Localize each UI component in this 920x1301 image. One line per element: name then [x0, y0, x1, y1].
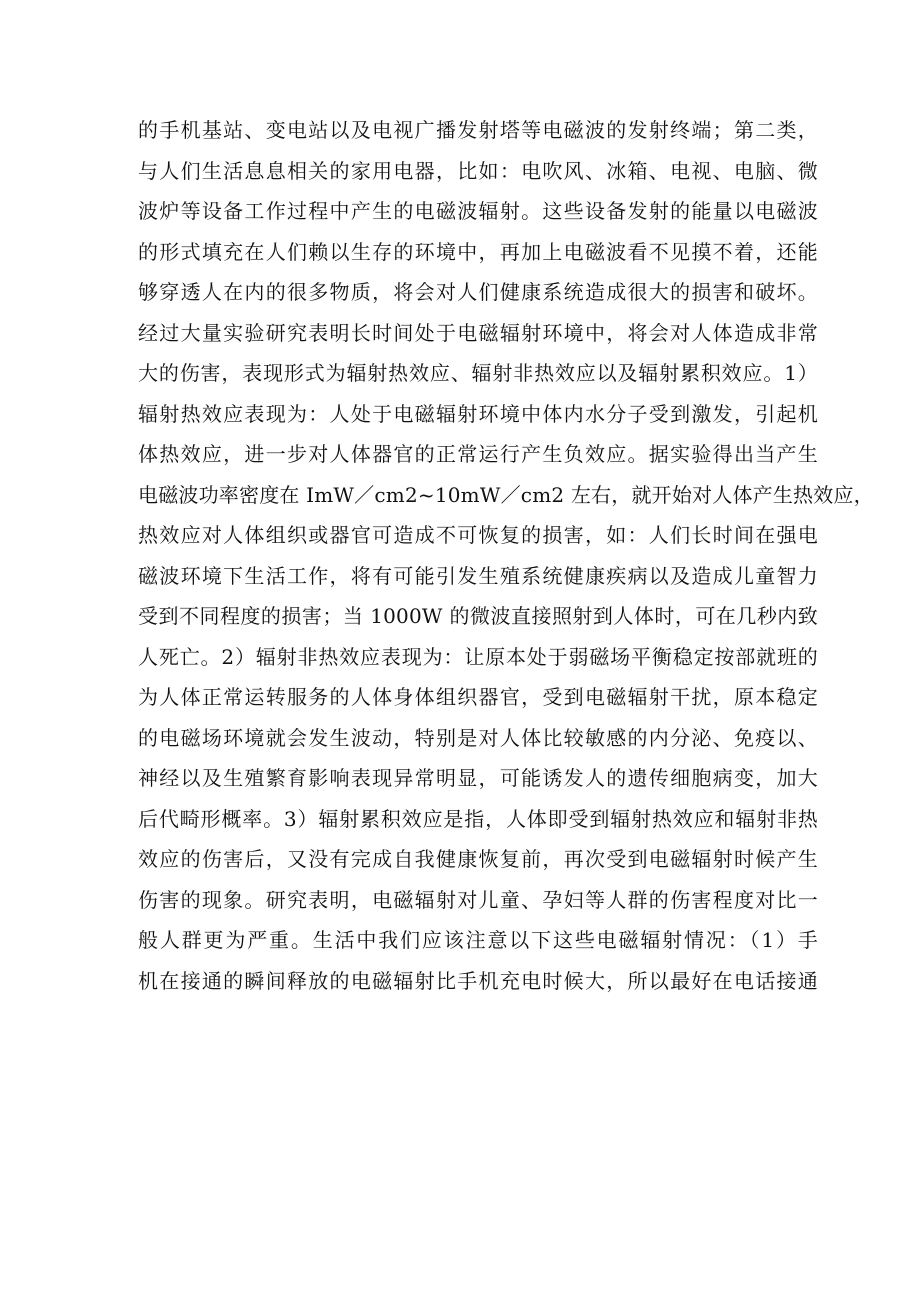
text-line-22: 机在接通的瞬间释放的电磁辐射比手机充电时候大，所以最好在电话接通 [138, 968, 818, 993]
text-line-5: 够穿透人在内的很多物质，将会对人们健康系统造成很大的损害和破坏。 [138, 280, 818, 304]
text-line-3: 波炉等设备工作过程中产生的电磁波辐射。这些设备发射的能量以电磁波 [138, 199, 818, 223]
text-line-15: 为人体正常运转服务的人体身体组织器官，受到电磁辐射干扰，原本稳定 [138, 685, 818, 709]
body-paragraph [138, 110, 874, 1001]
text-line-10: 电磁波功率密度在 ImW／cm2~10mW／cm2 左右，就开始对人体产生热效应， [138, 482, 874, 507]
text-line-20: 伤害的现象。研究表明，电磁辐射对儿童、孕妇等人群的伤害程度对比一 [138, 887, 818, 912]
text-line-4: 的形式填充在人们赖以生存的环境中，再加上电磁波看不见摸不着，还能 [138, 239, 818, 264]
text-line-2: 与人们生活息息相关的家用电器，比如：电吹风、冰箱、电视、电脑、微 [138, 158, 818, 183]
text-line-17: 神经以及生殖繁育影响表现异常明显，可能诱发人的遗传细胞病变，加大 [138, 766, 818, 790]
text-line-8: 辐射热效应表现为：人处于电磁辐射环境中体内水分子受到激发，引起机 [138, 401, 818, 426]
text-line-13: 受到不同程度的损害；当 1000W 的微波直接照射到人体时，可在几秒内致 [138, 604, 818, 628]
text-line-9: 体热效应，进一步对人体器官的正常运行产生负效应。据实验得出当产生 [138, 442, 818, 466]
text-line-14: 人死亡。2）辐射非热效应表现为：让原本处于弱磁场平衡稳定按部就班的 [138, 644, 818, 669]
text-line-16: 的电磁场环境就会发生波动，特别是对人体比较敏感的内分泌、免疫以、 [138, 725, 818, 750]
text-line-7: 大的伤害，表现形式为辐射热效应、辐射非热效应以及辐射累积效应。1） [138, 361, 818, 385]
text-line-11: 热效应对人体组织或器官可造成不可恢复的损害，如：人们长时间在强电 [138, 523, 818, 547]
text-line-21: 般人群更为严重。生活中我们应该注意以下这些电磁辐射情况：（1）手 [138, 928, 818, 952]
text-line-6: 经过大量实验研究表明长时间处于电磁辐射环境中，将会对人体造成非常 [138, 320, 818, 345]
text-line-19: 效应的伤害后，又没有完成自我健康恢复前，再次受到电磁辐射时候产生 [138, 847, 818, 871]
text-line-1: 的手机基站、变电站以及电视广播发射塔等电磁波的发射终端；第二类， [138, 118, 818, 142]
text-line-18: 后代畸形概率。3）辐射累积效应是指，人体即受到辐射热效应和辐射非热 [138, 806, 818, 831]
text-line-12: 磁波环境下生活工作，将有可能引发生殖系统健康疾病以及造成儿童智力 [138, 563, 818, 588]
